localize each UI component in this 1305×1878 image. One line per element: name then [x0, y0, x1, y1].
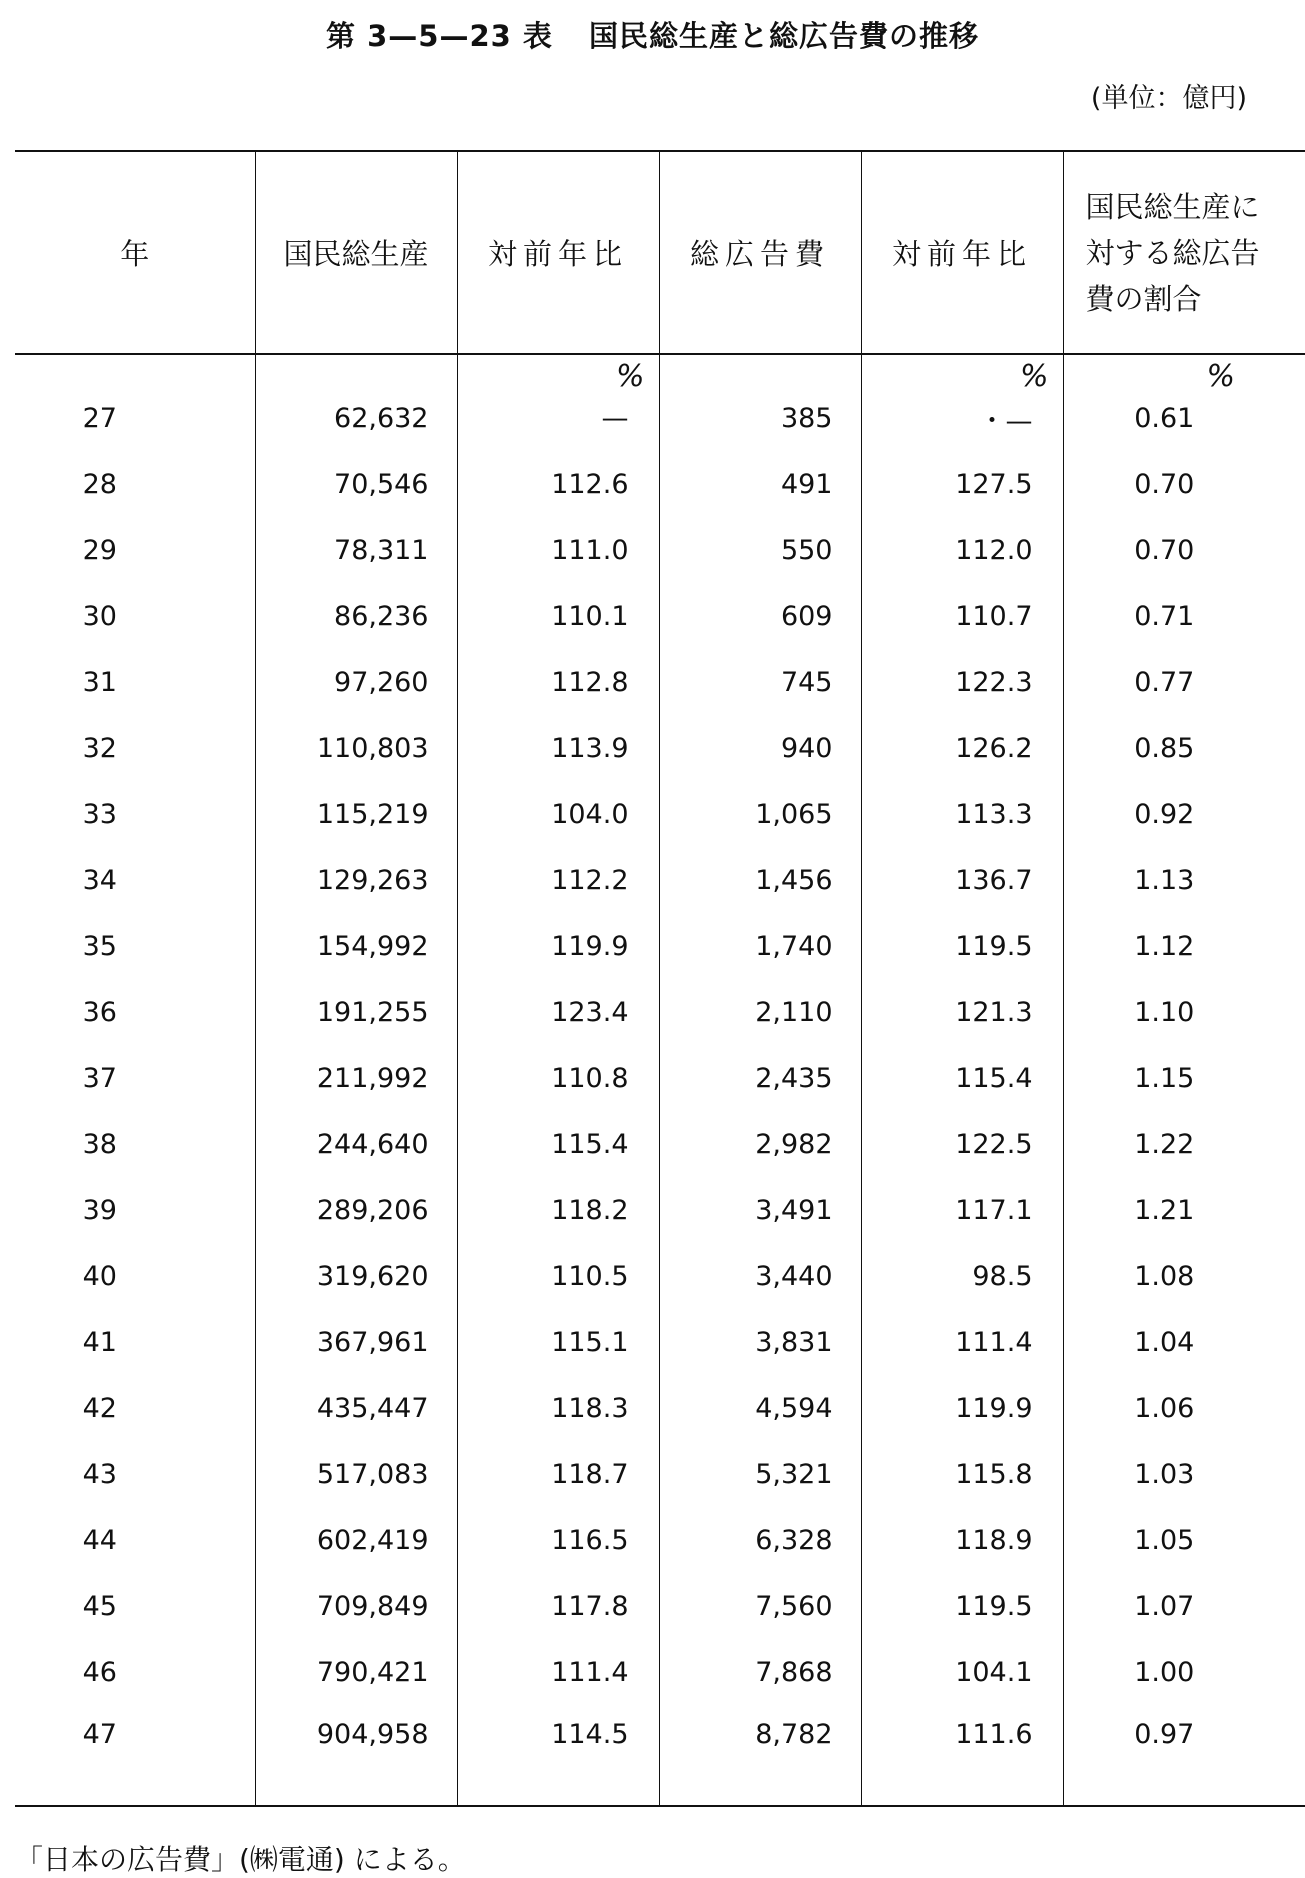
cell-year: 46 — [15, 1639, 255, 1705]
cell-gnp-yoy: 111.0 — [457, 517, 659, 583]
cell-ad: 609 — [659, 583, 861, 649]
cell-gnp-yoy: 110.8 — [457, 1045, 659, 1111]
cell-ad-yoy: 122.5 — [861, 1111, 1063, 1177]
cell-ratio: 0.77 — [1063, 649, 1305, 715]
table-row — [15, 1639, 1305, 1705]
unit-label: (単位：億円) — [1091, 76, 1247, 115]
unit-cell — [861, 354, 1063, 385]
cell-ad-yoy: 115.4 — [861, 1045, 1063, 1111]
cell-gnp: 191,255 — [255, 979, 457, 1045]
cell-ad-yoy: 111.4 — [861, 1309, 1063, 1375]
cell-ad-yoy: 121.3 — [861, 979, 1063, 1045]
cell-ad-yoy: 110.7 — [861, 583, 1063, 649]
cell-ad: 550 — [659, 517, 861, 583]
table-row — [15, 1045, 1305, 1111]
cell-ratio: 1.00 — [1063, 1639, 1305, 1705]
percent-mark: % — [1206, 359, 1235, 394]
cell-year: 29 — [15, 517, 255, 583]
cell-gnp: 517,083 — [255, 1441, 457, 1507]
cell-ad: 5,321 — [659, 1441, 861, 1507]
table-row — [15, 517, 1305, 583]
cell-gnp-yoy: 111.4 — [457, 1639, 659, 1705]
cell-ad: 2,110 — [659, 979, 861, 1045]
table-row — [15, 1507, 1305, 1573]
cell-gnp: 70,546 — [255, 451, 457, 517]
cell-gnp: 62,632 — [255, 385, 457, 451]
cell-ratio: 1.05 — [1063, 1507, 1305, 1573]
cell-ad-yoy: 113.3 — [861, 781, 1063, 847]
cell-year: 30 — [15, 583, 255, 649]
cell-gnp: 367,961 — [255, 1309, 457, 1375]
cell-gnp-yoy: 118.3 — [457, 1375, 659, 1441]
table-row — [15, 913, 1305, 979]
cell-ad: 3,831 — [659, 1309, 861, 1375]
table-row — [15, 451, 1305, 517]
cell-gnp: 154,992 — [255, 913, 457, 979]
percent-mark: % — [616, 359, 645, 394]
unit-cell — [255, 354, 457, 385]
cell-gnp: 211,992 — [255, 1045, 457, 1111]
cell-gnp-yoy: 115.1 — [457, 1309, 659, 1375]
cell-ad-yoy: 111.6 — [861, 1705, 1063, 1806]
cell-gnp: 129,263 — [255, 847, 457, 913]
cell-ad: 6,328 — [659, 1507, 861, 1573]
cell-ratio: 1.13 — [1063, 847, 1305, 913]
cell-gnp-yoy: 112.6 — [457, 451, 659, 517]
cell-ratio: 1.15 — [1063, 1045, 1305, 1111]
cell-year: 33 — [15, 781, 255, 847]
cell-gnp-yoy: 104.0 — [457, 781, 659, 847]
cell-gnp: 97,260 — [255, 649, 457, 715]
cell-gnp: 110,803 — [255, 715, 457, 781]
cell-gnp: 115,219 — [255, 781, 457, 847]
source-note: 「日本の広告費」(㈱電通) による。 — [15, 1838, 466, 1878]
cell-ad-yoy: 118.9 — [861, 1507, 1063, 1573]
cell-ad: 491 — [659, 451, 861, 517]
cell-ratio: 0.97 — [1063, 1705, 1305, 1806]
cell-year: 47 — [15, 1705, 255, 1806]
cell-ratio: 0.92 — [1063, 781, 1305, 847]
table-title-text: 国民総生産と総広告費の推移 — [589, 19, 979, 53]
table-row — [15, 1243, 1305, 1309]
cell-ad-yoy: ・— — [861, 385, 1063, 451]
cell-year: 37 — [15, 1045, 255, 1111]
cell-year: 35 — [15, 913, 255, 979]
cell-ad: 2,435 — [659, 1045, 861, 1111]
cell-year: 45 — [15, 1573, 255, 1639]
cell-ad: 3,491 — [659, 1177, 861, 1243]
cell-gnp-yoy: 118.2 — [457, 1177, 659, 1243]
cell-ad-yoy: 112.0 — [861, 517, 1063, 583]
cell-gnp: 709,849 — [255, 1573, 457, 1639]
table-row — [15, 1309, 1305, 1375]
unit-cell — [1063, 354, 1305, 385]
cell-gnp: 319,620 — [255, 1243, 457, 1309]
cell-year: 36 — [15, 979, 255, 1045]
cell-ratio: 0.70 — [1063, 451, 1305, 517]
cell-gnp: 86,236 — [255, 583, 457, 649]
cell-ad: 8,782 — [659, 1705, 861, 1806]
cell-ratio: 0.85 — [1063, 715, 1305, 781]
header-ratio-line3: 費の割合 — [1086, 276, 1305, 322]
table-row — [15, 1441, 1305, 1507]
header-gnp: 国民総生産 — [255, 151, 457, 354]
table-row — [15, 649, 1305, 715]
table-row — [15, 385, 1305, 451]
cell-gnp-yoy: 112.2 — [457, 847, 659, 913]
cell-year: 28 — [15, 451, 255, 517]
cell-ratio: 1.10 — [1063, 979, 1305, 1045]
cell-year: 31 — [15, 649, 255, 715]
cell-ad: 1,065 — [659, 781, 861, 847]
cell-ratio: 0.71 — [1063, 583, 1305, 649]
cell-ad-yoy: 119.5 — [861, 1573, 1063, 1639]
cell-gnp-yoy: 115.4 — [457, 1111, 659, 1177]
cell-ad-yoy: 104.1 — [861, 1639, 1063, 1705]
cell-gnp: 435,447 — [255, 1375, 457, 1441]
cell-gnp-yoy: 119.9 — [457, 913, 659, 979]
unit-cell — [659, 354, 861, 385]
table-row — [15, 715, 1305, 781]
cell-gnp-yoy: 113.9 — [457, 715, 659, 781]
table-row — [15, 1573, 1305, 1639]
cell-ad-yoy: 115.8 — [861, 1441, 1063, 1507]
cell-ad: 1,740 — [659, 913, 861, 979]
cell-gnp-yoy: 116.5 — [457, 1507, 659, 1573]
cell-ratio: 1.03 — [1063, 1441, 1305, 1507]
cell-gnp-yoy: 110.1 — [457, 583, 659, 649]
cell-ad: 745 — [659, 649, 861, 715]
table-row — [15, 1375, 1305, 1441]
header-ratio-line1: 国民総生産に — [1086, 184, 1305, 230]
header-gnp-yoy: 対前年比 — [457, 151, 659, 354]
cell-ad: 385 — [659, 385, 861, 451]
percent-unit-row — [15, 354, 1305, 385]
cell-gnp-yoy: — — [457, 385, 659, 451]
cell-gnp-yoy: 110.5 — [457, 1243, 659, 1309]
cell-gnp-yoy: 123.4 — [457, 979, 659, 1045]
unit-cell — [457, 354, 659, 385]
cell-year: 44 — [15, 1507, 255, 1573]
cell-ad-yoy: 117.1 — [861, 1177, 1063, 1243]
cell-ad-yoy: 98.5 — [861, 1243, 1063, 1309]
cell-ad-yoy: 127.5 — [861, 451, 1063, 517]
cell-ad-yoy: 126.2 — [861, 715, 1063, 781]
cell-ratio: 1.07 — [1063, 1573, 1305, 1639]
cell-gnp: 790,421 — [255, 1639, 457, 1705]
cell-year: 27 — [15, 385, 255, 451]
header-ad-yoy: 対前年比 — [861, 151, 1063, 354]
table-row — [15, 781, 1305, 847]
cell-ad: 1,456 — [659, 847, 861, 913]
cell-year: 39 — [15, 1177, 255, 1243]
table-number: 第 3—5—23 表 — [326, 19, 553, 53]
table-row — [15, 979, 1305, 1045]
cell-ratio: 1.21 — [1063, 1177, 1305, 1243]
cell-ad-yoy: 136.7 — [861, 847, 1063, 913]
gnp-ad-table — [15, 150, 1305, 1807]
cell-ratio: 1.22 — [1063, 1111, 1305, 1177]
cell-ad: 4,594 — [659, 1375, 861, 1441]
cell-gnp-yoy: 117.8 — [457, 1573, 659, 1639]
cell-ad: 7,868 — [659, 1639, 861, 1705]
header-year: 年 — [15, 151, 255, 354]
cell-year: 42 — [15, 1375, 255, 1441]
table-row — [15, 1111, 1305, 1177]
cell-gnp: 78,311 — [255, 517, 457, 583]
table-row — [15, 583, 1305, 649]
cell-ratio: 0.61 — [1063, 385, 1305, 451]
header-ratio-line2: 対する総広告 — [1086, 230, 1305, 276]
cell-ad: 940 — [659, 715, 861, 781]
cell-year: 40 — [15, 1243, 255, 1309]
cell-ad: 3,440 — [659, 1243, 861, 1309]
cell-gnp: 602,419 — [255, 1507, 457, 1573]
cell-gnp-yoy: 118.7 — [457, 1441, 659, 1507]
header-row — [15, 151, 1305, 354]
cell-gnp: 244,640 — [255, 1111, 457, 1177]
cell-ad-yoy: 122.3 — [861, 649, 1063, 715]
table-row — [15, 847, 1305, 913]
cell-ratio: 0.70 — [1063, 517, 1305, 583]
table-body — [15, 354, 1305, 1806]
header-ad: 総広告費 — [659, 151, 861, 354]
cell-ad-yoy: 119.9 — [861, 1375, 1063, 1441]
cell-gnp: 289,206 — [255, 1177, 457, 1243]
cell-gnp-yoy: 112.8 — [457, 649, 659, 715]
unit-cell — [15, 354, 255, 385]
cell-year: 38 — [15, 1111, 255, 1177]
cell-ratio: 1.06 — [1063, 1375, 1305, 1441]
cell-ad: 7,560 — [659, 1573, 861, 1639]
cell-gnp-yoy: 114.5 — [457, 1705, 659, 1806]
cell-ratio: 1.04 — [1063, 1309, 1305, 1375]
cell-year: 41 — [15, 1309, 255, 1375]
cell-ratio: 1.12 — [1063, 913, 1305, 979]
cell-year: 43 — [15, 1441, 255, 1507]
cell-year: 32 — [15, 715, 255, 781]
percent-mark: % — [1020, 359, 1049, 394]
cell-ad-yoy: 119.5 — [861, 913, 1063, 979]
cell-ratio: 1.08 — [1063, 1243, 1305, 1309]
header-ratio — [1063, 151, 1305, 354]
cell-gnp: 904,958 — [255, 1705, 457, 1806]
table-title — [0, 14, 1305, 55]
table-row — [15, 1705, 1305, 1806]
cell-year: 34 — [15, 847, 255, 913]
cell-ad: 2,982 — [659, 1111, 861, 1177]
table-row — [15, 1177, 1305, 1243]
